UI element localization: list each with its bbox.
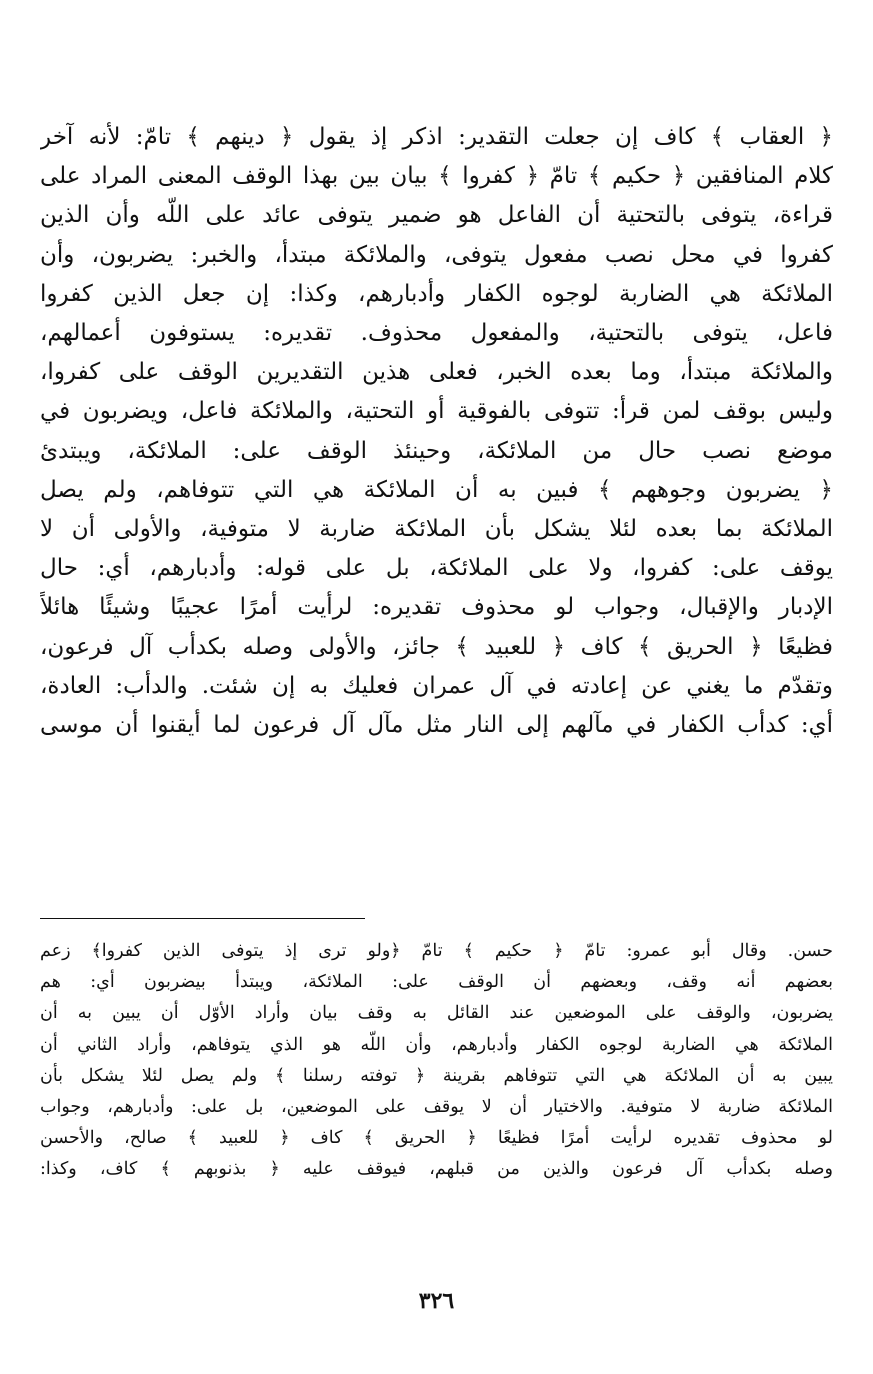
main-line: وتقدّم ما يغني عن إعادته في آل عمران فعليك به إن شئت. والدأب: العادة، <box>40 672 833 699</box>
footnote-text <box>40 936 833 1186</box>
main-line: كلام المنافقين ﴿ حكيم ﴾ تامّ ﴿ كفروا ﴾ بيان بين بهذا الوقف المعنى المراد على <box>40 163 833 190</box>
main-line: فاعل، يتوفى بالتحتية، والمفعول محذوف. تقديره: يستوفون أعمالهم، <box>40 320 833 347</box>
main-line: الملائكة هي الضاربة لوجوه الكفار وأدبارهم، وكذا: إن جعل الذين كفروا <box>40 280 833 307</box>
main-line: الملائكة بما بعده لئلا يشكل بأن الملائكة ضاربة لا متوفية، والأولى أن لا <box>40 516 833 543</box>
footnote-line: الملائكة ضاربة لا متوفية. والاختيار أن لا يوقف على الموضعين، بل على: وأدبارهم، وجواب <box>40 1097 833 1118</box>
main-line: يوقف على: كفروا، ولا على الملائكة، بل على قوله: وأدبارهم، أي: حال <box>40 555 833 582</box>
footnote-separator <box>40 918 365 919</box>
main-line: موضع نصب حال من الملائكة، وحينئذ الوقف على: الملائكة، ويبتدئ <box>40 437 833 464</box>
main-line: ﴿ العقاب ﴾ كاف إن جعلت التقدير: اذكر إذ يقول ﴿ دينهم ﴾ تامّ: لأنه آخر <box>40 124 833 150</box>
footnote-line: لو محذوف تقديره لرأيت أمرًا فظيعًا ﴿ الحريق ﴾ كاف ﴿ للعبيد ﴾ صالح، والأحسن <box>40 1128 833 1149</box>
main-line: قراءة، يتوفى بالتحتية أن الفاعل هو ضمير يتوفى عائد على اللّه وأن الذين <box>40 202 833 229</box>
main-text <box>40 118 833 745</box>
main-line: الإدبار والإقبال، وجواب لو محذوف تقديره: لرأيت أمرًا عجيبًا وشيئًا هائلاً <box>40 594 833 621</box>
footnote-line: يبين به أن الملائكة هي التي تتوفاهم بقرينة ﴿ توفته رسلنا ﴾ ولم يصل لئلا يشكل بأن <box>40 1065 833 1086</box>
main-line: كفروا في محل نصب مفعول يتوفى، والملائكة مبتدأ، والخبر: يضربون، وأن <box>40 241 833 268</box>
page <box>40 118 833 1314</box>
footnote-line: حسن. وقال أبو عمرو: تامّ ﴿ حكيم ﴾ تامّ ﴿ولو ترى إذ يتوفى الذين كفروا﴾ زعم <box>40 941 833 961</box>
footnote-line: بعضهم أنه وقف، وبعضهم أن الوقف على: الملائكة، ويبتدأ بيضربون أي: هم <box>40 972 833 993</box>
main-line: والملائكة مبتدأ، وما بعده الخبر، فعلى هذين التقديرين الوقف على كفروا، <box>40 359 833 386</box>
footnote-line: الملائكة هي الضاربة لوجوه الكفار وأدبارهم، وأن اللّه هو الذي يتوفاهم، وأراد الثاني أن <box>40 1034 833 1055</box>
footnote-line: وصله بكدأب آل فرعون والذين من قبلهم، فيوقف عليه ﴿ بذنوبهم ﴾ كاف، وكذا: <box>40 1159 833 1180</box>
page-number: ٣٢٦ <box>418 1288 455 1314</box>
main-line: وليس بوقف لمن قرأ: تتوفى بالفوقية أو التحتية، والملائكة فاعل، ويضربون في <box>40 398 833 425</box>
main-line: أي: كدأب الكفار في مآلهم إلى النار مثل مآل آل فرعون لما أيقنوا أن موسى <box>40 712 833 739</box>
main-line: فظيعًا ﴿ الحريق ﴾ كاف ﴿ للعبيد ﴾ جائز، والأولى وصله بكدأب آل فرعون، <box>40 633 833 660</box>
main-line: ﴿ يضربون وجوههم ﴾ فبين به أن الملائكة هي التي تتوفاهم، ولم يصل <box>40 476 833 503</box>
footnote-line: يضربون، والوقف على الموضعين عند القائل به وقف بيان وأراد الأوّل أن يبين به أن <box>40 1003 833 1024</box>
